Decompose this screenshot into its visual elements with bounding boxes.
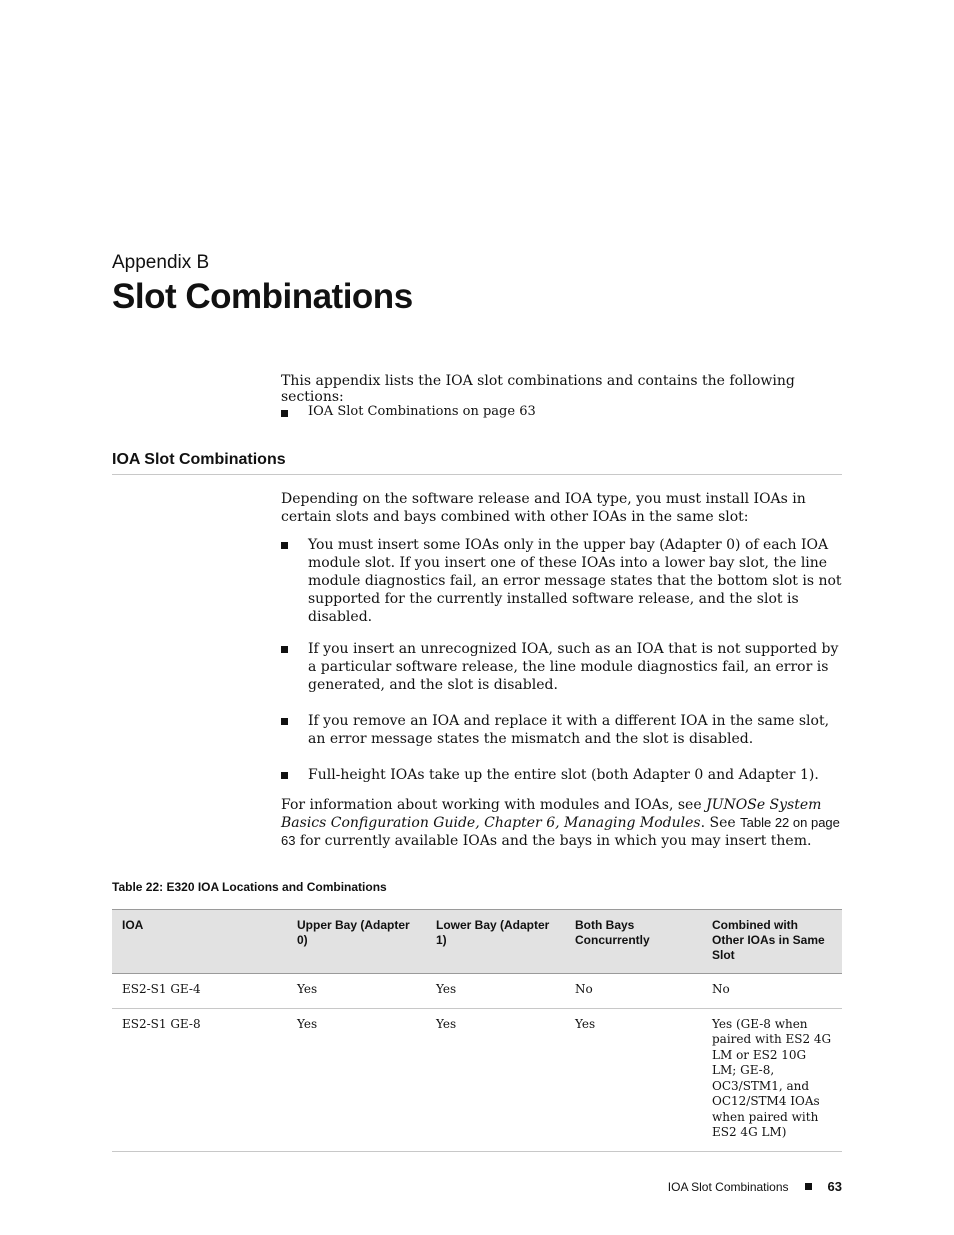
table-row <box>112 974 842 1009</box>
ioa-combinations-table <box>112 909 842 1152</box>
list-item-text: You must insert some IOAs only in the upper bay (Adapter 0) of each IOA module slot. If you insert one of these IOAs into a lower bay slot, the line module diagnostics fail, an error message states that the bottom slot is not supported for the currently installed software release, and the slot is disabled. <box>308 537 842 625</box>
bullet-square-icon <box>281 718 288 725</box>
list-item-text: If you insert an unrecognized IOA, such as an IOA that is not supported by a particular software release, the line module diagnostics fail, an error is generated, and the slot is disabled. <box>308 641 839 693</box>
list-item-text: Full-height IOAs take up the entire slot (both Adapter 0 and Adapter 1). <box>308 767 819 783</box>
table-cell: ES2-S1 GE-8 <box>112 1008 287 1151</box>
column-header-both-bays: Both Bays Concurrently <box>565 910 702 974</box>
section-heading: IOA Slot Combinations <box>112 451 842 475</box>
appendix-label: Appendix B <box>112 252 210 273</box>
table-cell: Yes <box>287 1008 426 1151</box>
bullet-square-icon <box>281 772 288 779</box>
info-prefix: For information about working with modules and IOAs, see <box>281 797 707 813</box>
info-suffix: for currently available IOAs and the bays in which you may insert them. <box>295 833 812 849</box>
bullet-square-icon <box>805 1183 812 1190</box>
table-caption: Table 22: E320 IOA Locations and Combinations <box>112 880 387 894</box>
page-title: Slot Combinations <box>112 277 413 316</box>
table-cell: No <box>702 974 842 1009</box>
list-item-text: If you remove an IOA and replace it with a different IOA in the same slot, an error message states the mismatch and the slot is disabled. <box>308 713 830 747</box>
footer-section-name: IOA Slot Combinations <box>667 1179 789 1194</box>
table-header-row <box>112 910 842 974</box>
page-footer <box>668 1179 842 1194</box>
info-paragraph <box>281 796 843 850</box>
table-cell: Yes <box>287 974 426 1009</box>
table-cell: ES2-S1 GE-4 <box>112 974 287 1009</box>
table-reference-link[interactable]: Table 22 on page 63 <box>281 815 840 848</box>
rules-list <box>281 536 843 784</box>
section-toc <box>281 404 536 419</box>
column-header-lower-bay: Lower Bay (Adapter 1) <box>426 910 565 974</box>
bullet-square-icon <box>281 410 288 417</box>
intro-text: This appendix lists the IOA slot combinations and contains the following sections: <box>281 373 795 405</box>
bullet-square-icon <box>281 542 288 549</box>
table-cell: Yes <box>426 1008 565 1151</box>
table-cell: No <box>565 974 702 1009</box>
section-lead-text: Depending on the software release and IOA type, you must install IOAs in certain slots and bays combined with other IOAs in the same slot: <box>281 491 806 525</box>
table-cell: Yes (GE-8 when paired with ES2 4G LM or ES2 10G LM; GE-8, OC3/STM1, and OC12/STM4 IOAs when paired with ES2 4G LM) <box>702 1008 842 1151</box>
list-item <box>281 766 843 784</box>
column-header-upper-bay: Upper Bay (Adapter 0) <box>287 910 426 974</box>
column-header-combined: Combined with Other IOAs in Same Slot <box>702 910 842 974</box>
table-cell: Yes <box>426 974 565 1009</box>
list-item <box>281 640 843 694</box>
page-number: 63 <box>827 1179 842 1194</box>
toc-item-link[interactable]: IOA Slot Combinations on page 63 <box>308 404 536 419</box>
list-item <box>281 712 843 748</box>
guide-reference: JUNOSe System Basics Configuration Guide, Chapter 6, Managing Modules <box>281 797 822 831</box>
table-cell: Yes <box>565 1008 702 1151</box>
info-mid: . See <box>700 815 741 831</box>
list-item <box>281 536 843 626</box>
toc-item[interactable] <box>281 404 536 419</box>
bullet-square-icon <box>281 646 288 653</box>
table-row <box>112 1008 842 1151</box>
column-header-ioa: IOA <box>112 910 287 974</box>
